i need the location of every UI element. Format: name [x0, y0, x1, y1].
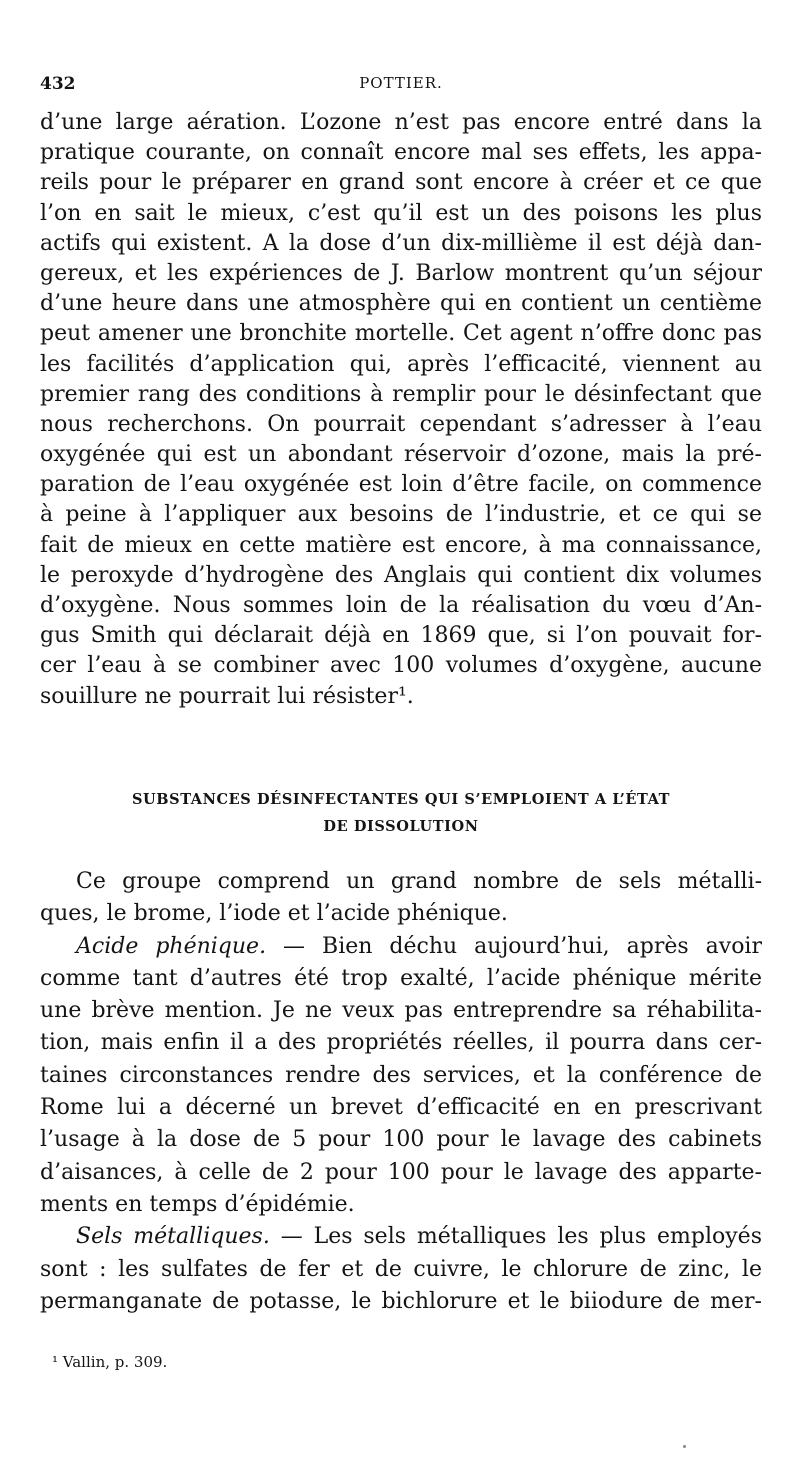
text-line: ques, le brome, l’iode et l’acide phénique.	[40, 901, 508, 927]
page-speck	[683, 1445, 686, 1448]
text-line: les facilités d’application qui, après l’efficacité, viennent au	[40, 351, 762, 377]
page-header	[40, 74, 762, 100]
text-line: fait de mieux en cette matière est encore, à ma connaissance,	[40, 532, 762, 558]
text-line: gus Smith qui déclarait déjà en 1869 que, si l’on pouvait for-	[40, 623, 762, 649]
text-line: cer l’eau à se combiner avec 100 volumes d’oxygène, aucune	[40, 653, 762, 679]
text-line: souillure ne pourrait lui résister¹.	[40, 683, 414, 709]
text-line: l’usage à la dose de 5 pour 100 pour le lavage des cabinets	[40, 1127, 762, 1153]
text-line: Ce groupe comprend un grand nombre de sels métalli-	[76, 869, 762, 894]
text-line: à peine à l’appliquer aux besoins de l’industrie, et ce qui se	[40, 502, 762, 528]
text-line: pratique courante, on connaît encore mal ses effets, les appa-	[40, 140, 762, 166]
page-number: 432	[40, 74, 76, 94]
text-line: comme tant d’autres été trop exalté, l’acide phénique mérite	[40, 965, 762, 991]
section-body	[40, 866, 762, 1318]
text-line: taines circonstances rendre des services, et la conférence de	[40, 1062, 762, 1088]
text-line: peut amener une bronchite mortelle. Cet agent n’offre donc pas	[40, 321, 762, 347]
acide-phenique-first-line	[40, 931, 762, 963]
text-line: gereux, et les expériences de J. Barlow montrent qu’un séjour	[40, 260, 762, 286]
text-line: tion, mais enfin il a des propriétés réelles, il pourra dans cer-	[40, 1030, 762, 1056]
text-line: sont : les sulfates de fer et de cuivre, le chlorure de zinc, le	[40, 1256, 762, 1282]
footnote: ¹ Vallin, p. 309.	[52, 1353, 168, 1371]
text-line: d’aisances, à celle de 2 pour 100 pour le lavage des apparte-	[40, 1159, 762, 1185]
acide-phenique-text: — Bien déchu aujourd’hui, après avoir	[266, 933, 762, 959]
text-line: d’oxygène. Nous sommes loin de la réalisation du vœu d’An-	[40, 593, 762, 618]
sels-metalliques-first-line	[40, 1221, 762, 1253]
sels-metalliques-title: Sels métalliques.	[76, 1224, 270, 1250]
text-line: paration de l’eau oxygénée est loin d’être facile, on commence	[40, 472, 762, 498]
section-heading-line2: DE DISSOLUTION	[323, 818, 479, 835]
text-line: une brève mention. Je ne veux pas entreprendre sa réhabilita-	[40, 998, 762, 1024]
text-line: d’une large aération. L’ozone n’est pas encore entré dans la	[40, 110, 762, 135]
section-heading-line1: SUBSTANCES DÉSINFECTANTES QUI S’EMPLOIENT A L’ÉTAT	[131, 791, 671, 808]
running-head: POTTIER.	[359, 74, 443, 92]
sels-metalliques-text: — Les sels métalliques les plus employés	[269, 1224, 762, 1250]
paragraph-ozone	[40, 108, 762, 712]
text-line: oxygénée qui est un abondant réservoir d’ozone, mais la pré-	[40, 442, 762, 468]
text-line: Rome lui a décerné un brevet d’efficacité en en prescrivant	[40, 1095, 762, 1121]
text-line: premier rang des conditions à remplir pour le désinfectant que	[40, 381, 762, 407]
text-line: reils pour le préparer en grand sont encore à créer et ce que	[40, 170, 762, 196]
text-line: l’on en sait le mieux, c’est qu’il est un des poisons les plus	[40, 200, 762, 226]
acide-phenique-title: Acide phénique.	[76, 933, 267, 959]
text-line: permanganate de potasse, le bichlorure et le biiodure de mer-	[40, 1288, 762, 1314]
text-line: d’une heure dans une atmosphère qui en contient un centième	[40, 291, 762, 317]
text-line: ments en temps d’épidémie.	[40, 1191, 355, 1217]
text-line: nous recherchons. On pourrait cependant s’adresser à l’eau	[40, 411, 762, 437]
text-line: actifs qui existent. A la dose d’un dix-millième il est déjà dan-	[40, 230, 762, 256]
text-line: le peroxyde d’hydrogène des Anglais qui contient dix volumes	[40, 562, 762, 588]
